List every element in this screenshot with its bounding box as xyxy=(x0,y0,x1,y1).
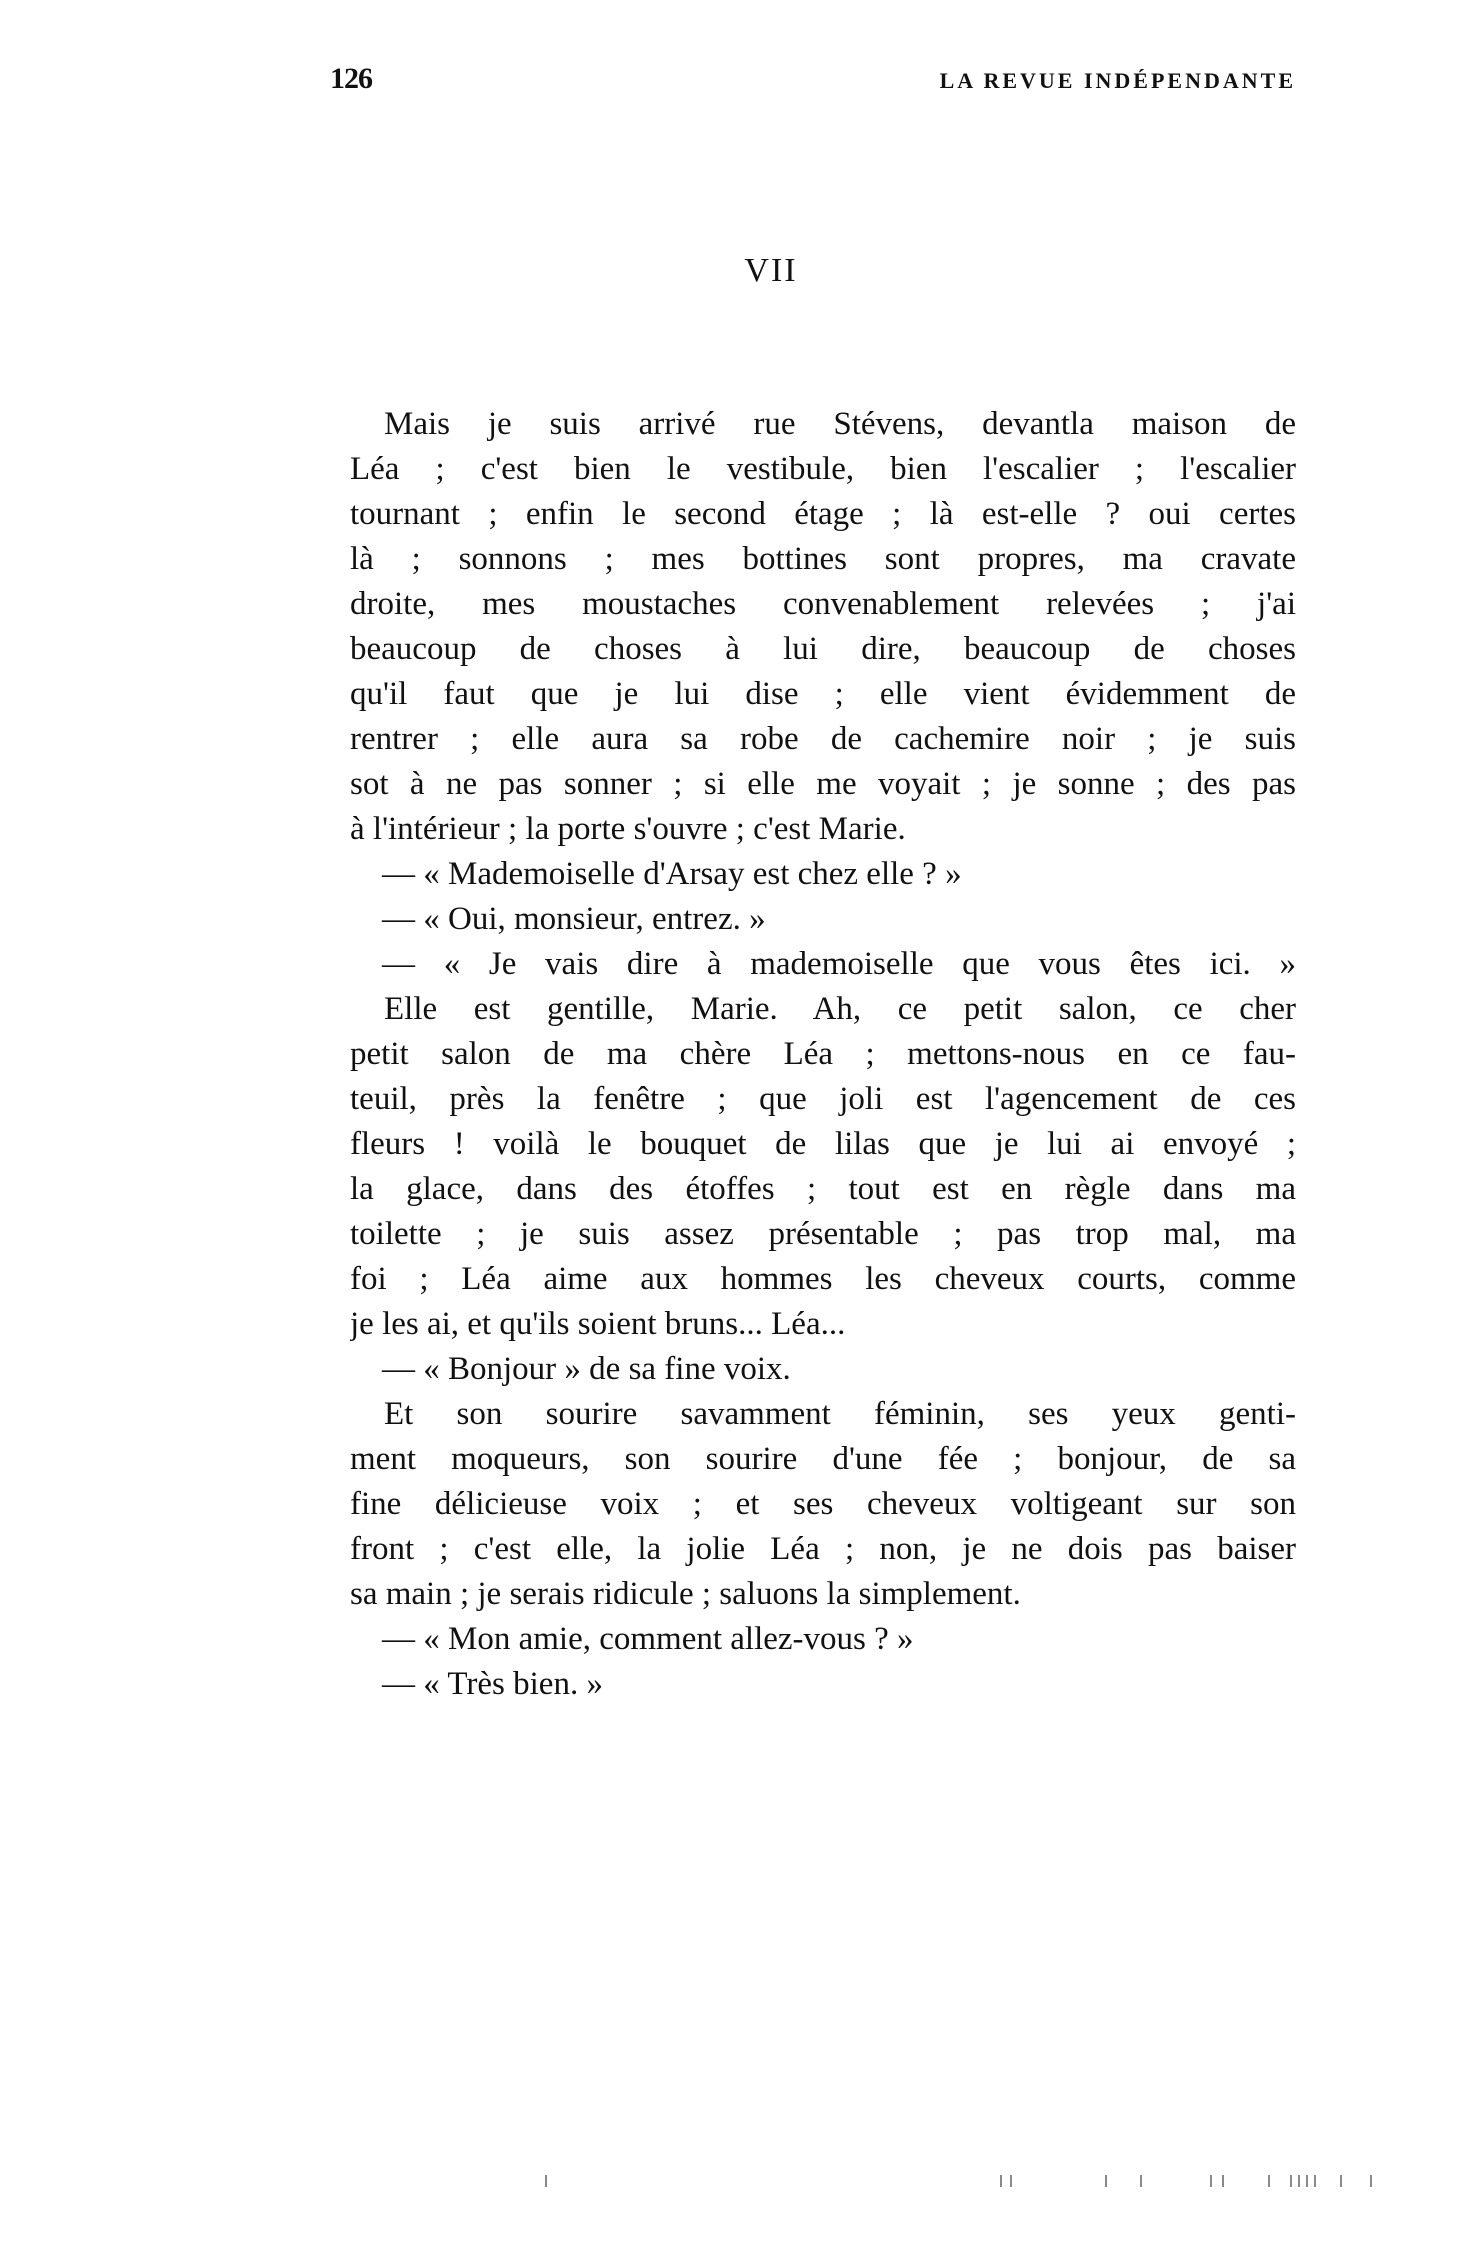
scan-mark xyxy=(1314,2175,1316,2187)
text-line: ment moqueurs, son sourire d'une fée ; bonjour, de sa xyxy=(350,1441,1296,1477)
text-line: front ; c'est elle, la jolie Léa ; non, je ne dois pas baiser xyxy=(350,1531,1296,1567)
text-line: fine délicieuse voix ; et ses cheveux voltigeant sur son xyxy=(350,1486,1296,1522)
running-title: LA REVUE INDÉPENDANTE xyxy=(939,68,1296,93)
text-line: Léa ; c'est bien le vestibule, bien l'escalier ; l'escalier xyxy=(350,451,1296,487)
text-line: Mais je suis arrivé rue Stévens, devantla maison de xyxy=(384,406,1296,442)
scan-mark xyxy=(1298,2175,1300,2187)
dialogue-line: — « Mademoiselle d'Arsay est chez elle ? » xyxy=(382,856,962,892)
text-line: beaucoup de choses à lui dire, beaucoup de choses xyxy=(350,631,1296,667)
text-line: rentrer ; elle aura sa robe de cachemire noir ; je suis xyxy=(350,721,1296,757)
dialogue-line: — « Mon amie, comment allez-vous ? » xyxy=(382,1621,914,1657)
text-line: je les ai, et qu'ils soient bruns... Léa... xyxy=(350,1306,846,1342)
dialogue-line: — « Oui, monsieur, entrez. » xyxy=(382,901,766,937)
dialogue-line: — « Bonjour » de sa fine voix. xyxy=(382,1351,791,1387)
scan-mark xyxy=(1010,2175,1012,2187)
scan-mark xyxy=(1140,2175,1142,2187)
scan-mark xyxy=(1370,2175,1372,2187)
page-header xyxy=(330,62,1296,102)
scan-mark xyxy=(545,2175,547,2187)
scan-mark xyxy=(1210,2175,1212,2187)
text-line: fleurs ! voilà le bouquet de lilas que je lui ai envoyé ; xyxy=(350,1126,1296,1162)
text-line: petit salon de ma chère Léa ; mettons-nous en ce fau- xyxy=(350,1036,1296,1072)
scan-mark xyxy=(1000,2175,1002,2187)
scan-mark xyxy=(1105,2175,1107,2187)
body-text xyxy=(350,402,1296,1707)
chapter-heading: VII xyxy=(744,252,798,289)
text-line: sa main ; je serais ridicule ; saluons la simplement. xyxy=(350,1576,1021,1612)
scan-mark xyxy=(1290,2175,1292,2187)
text-line: la glace, dans des étoffes ; tout est en règle dans ma xyxy=(350,1171,1296,1207)
text-line: teuil, près la fenêtre ; que joli est l'agencement de ces xyxy=(350,1081,1296,1117)
scan-artifact-marks xyxy=(0,2175,1472,2195)
scan-mark xyxy=(1222,2175,1224,2187)
page-number: 126 xyxy=(330,62,372,95)
text-line: Et son sourire savamment féminin, ses yeux genti- xyxy=(384,1396,1296,1432)
text-line: toilette ; je suis assez présentable ; pas trop mal, ma xyxy=(350,1216,1296,1252)
scan-mark xyxy=(1340,2175,1342,2187)
text-line: à l'intérieur ; la porte s'ouvre ; c'est Marie. xyxy=(350,811,906,847)
text-line: foi ; Léa aime aux hommes les cheveux courts, comme xyxy=(350,1261,1296,1297)
text-line: qu'il faut que je lui dise ; elle vient évidemment de xyxy=(350,676,1296,712)
dialogue-line: — « Très bien. » xyxy=(382,1666,603,1702)
text-line: là ; sonnons ; mes bottines sont propres, ma cravate xyxy=(350,541,1296,577)
text-line: Elle est gentille, Marie. Ah, ce petit salon, ce cher xyxy=(384,991,1296,1027)
text-line: tournant ; enfin le second étage ; là est-elle ? oui certes xyxy=(350,496,1296,532)
text-line: droite, mes moustaches convenablement relevées ; j'ai xyxy=(350,586,1296,622)
dialogue-line: — « Je vais dire à mademoiselle que vous êtes ici. » xyxy=(382,946,1296,982)
scan-mark xyxy=(1306,2175,1308,2187)
scan-mark xyxy=(1268,2175,1270,2187)
text-line: sot à ne pas sonner ; si elle me voyait ; je sonne ; des pas xyxy=(350,766,1296,802)
